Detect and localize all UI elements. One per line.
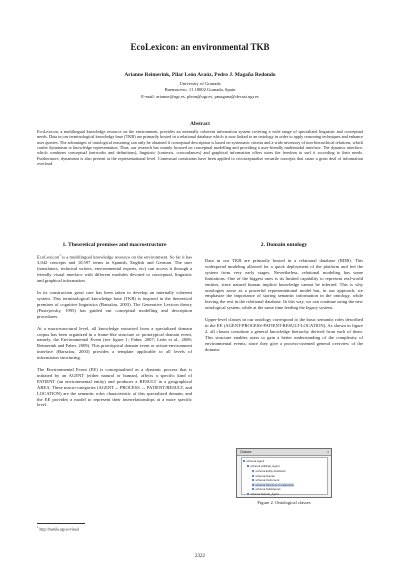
section-1-heading: 1. Theoretical premises and macrostructure <box>62 242 167 248</box>
tree-node <box>252 469 286 473</box>
tree-node <box>247 492 279 496</box>
tree-node <box>247 464 280 468</box>
affiliation-email: E-mail: arianne@ugr.es, pleon@ugr.es, pmagana@decsai.ugr.es <box>141 94 259 99</box>
section-2-paragraph-2: Upper-level classes in our ontology correspond to the basic semantic roles described in the EE (AGENT-PROCESS-PATIENT-RESULT-LOCATION). As shown in figure 2, all classes constitute a general knowledge hierarchy derived from each of them. This structure enables users to gain a better understanding of the complexity of environmental events, since they give a process-oriented general overview of the domain: <box>205 317 363 352</box>
footnote-rule <box>37 523 85 524</box>
tree-node-label: schema:Agent <box>246 459 265 463</box>
tree-node-label: schema:Instrument <box>255 478 280 482</box>
section-1-paragraph-1-text: is a multilingual knowledge resource on the environment. So far it has 3,042 concepts and 10,597 terms in Spanish, English and German. The user (translators, technical writers, environmental experts, etc) can access it through a friendly visual interface with different modules devoted to conceptual, linguistic and graphical information. <box>37 254 192 284</box>
tree-node-label: schema:Substance1 <box>255 487 281 491</box>
tree-node-selected <box>252 483 294 487</box>
tree-node-label: schema:Artificial_Agent <box>250 464 280 468</box>
abstract-text: EcoLexicon, a multilingual knowledge resource on the environment, provides an internally coherent information system covering a wide range of specialized linguistic and conceptual needs. Data in our terminological knowledge base (TKB) are primarily hosted in a relational database which is now linked to an ontology in order to apply reasoning techniques and enhance user queries. The advantages of ontological reasoning can only be obtained if conceptual description is based on systematic criteria and a wide inventory of non-hierarchical relations, which confer dynamism to knowledge representation. Thus, our research has mainly focused on conceptual modelling and providing a user-friendly multimodal interface. The dynamic interface, which combines conceptual (networks and definitions), linguistic (contexts, concordances) and graphical information offers users the freedom to surf it according to their needs. Furthermore, dynamism is also present at the representational level. Contextual constraints have been applied to reconceptualise versatile concepts that cause a great deal of information overload. <box>37 129 363 167</box>
figure-2-caption: Figure 2. Ontological classes <box>257 500 311 505</box>
footnote-number: 1 <box>37 525 39 529</box>
left-column <box>37 242 192 414</box>
ontology-classes-screenshot <box>236 448 332 498</box>
tree-node <box>243 459 264 463</box>
ecolexicon-term: EcoLexicon <box>37 254 60 260</box>
close-icon: x <box>327 449 329 454</box>
classes-window-titlebar <box>237 449 331 456</box>
tree-node-label: schema:Natural_Agent <box>250 491 279 496</box>
tree-node <box>252 478 279 482</box>
section-1-paragraph-1 <box>37 253 192 284</box>
section-1-paragraph-4: The Environmental Event (EE) is conceptualised as a dynamic process that is initiated by an AGENT (either natural or human), affects a specific kind of PATIENT (an environmental entity) and produces a RESULT in a geographical AREA. These macro-categories (AGENT→ PROCESS → PATIENT/RESULT, and LOCATION) are the semantic roles characteristic of this specialized domain, and the EE provides a model to represent their interrelationships at a more specific level. <box>37 367 192 408</box>
tree-node-label: schema:Human <box>255 473 275 478</box>
class-tree <box>241 457 328 495</box>
section-2-heading: 2. Domain ontology <box>260 242 308 248</box>
paper-title: EcoLexicon: an environmental TKB <box>130 42 270 52</box>
right-column <box>205 242 363 359</box>
tree-node-label: schema:Structure-Construction <box>255 482 294 487</box>
section-1-paragraph-2: In its construction great care has been taken to develop an internally coherent system. This terminological knowledge base (TKB) is inspired in the theoretical premises of cognitive linguistics (Barsalou, 2003). The Generative Lexicon theory (Pustejovsky, 1995) has guided our conceptual modelling and description procedures. <box>37 290 192 319</box>
abstract-heading: Abstract <box>190 121 210 127</box>
affiliation-address: Buensuceso, 11 18002 Granada, Spain <box>164 87 236 92</box>
section-2-paragraph-1: Data in our TKB are primarily hosted in a relational database (RDB). This widespread modeling allowed for a quick deployment of the platform and fed the system from very early stages. Nevertheless, relational modeling has some limitations. One of the biggest ones is its limited capability to represent real-world entities, since natural human implicit knowledge cannot be inferred. This is why ontologies arose as a powerful representational model but, in our approach, we emphasize the importance of storing semantic information in the ontology, while leaving the rest in the relational database. In this way, we can continue using the new ontological system, while at the same time feeding the legacy system. <box>205 258 363 311</box>
classes-window-title: Classes <box>240 449 252 454</box>
tree-node-label: schema:Entity-Institution <box>255 469 286 473</box>
footnote-url: http://manila.ugr.es/visual <box>39 527 79 532</box>
footnote <box>37 525 79 531</box>
tree-node <box>252 487 281 491</box>
affiliation-university: University of Granada <box>179 81 221 86</box>
authors: Arianne Reimerink, Pilar León Araúz, Pedro J. Magaña Redondo <box>124 72 276 78</box>
section-1-paragraph-3: At a macrostructural level, all knowledge extracted from a specialized domain corpus has been organized in a frame-like structure or prototypical domain event, namely, the Environmental Event (see figure 1; Faber, 2007; León et al., 2008; Reimerink and Faber, 2009). This prototypical domain event or action-environment interface (Barsalou, 2003) provides a template applicable to all levels of information structuring. <box>37 325 192 361</box>
page-number: 2322 <box>195 554 205 559</box>
footnote-marker: 1 <box>59 253 61 257</box>
tree-node <box>252 474 275 478</box>
